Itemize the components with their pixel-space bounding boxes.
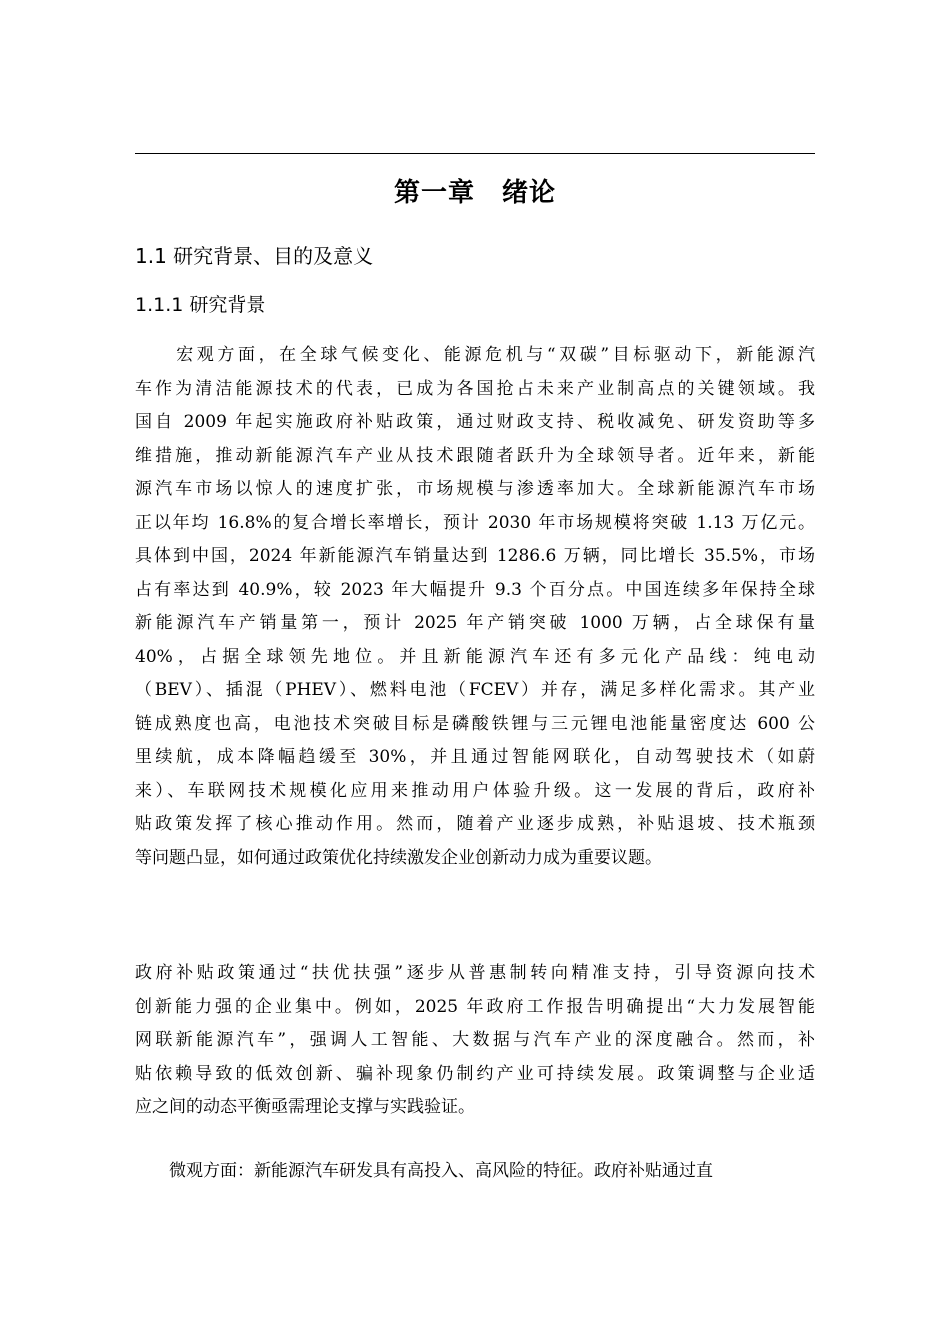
paragraph-line: 国自 2009 年起实施政府补贴政策，通过财政支持、税收减免、研发资助等多: [135, 412, 815, 432]
header-rule: [135, 153, 815, 154]
paragraph-line: 应之间的动态平衡亟需理论支撑与实践验证。: [135, 1097, 475, 1117]
paragraph-line: 车作为清洁能源技术的代表，已成为各国抢占未来产业制高点的关键领域。我: [135, 378, 815, 399]
paragraph-line: 正以年均 16.8%的复合增长率增长，预计 2030 年市场规模将突破 1.13 万亿元。: [135, 512, 815, 533]
paragraph-line: 维措施，推动新能源汽车产业从技术跟随者跃升为全球领导者。近年来，新能: [135, 445, 815, 466]
paragraph-line: 源汽车市场以惊人的速度扩张，市场规模与渗透率加大。全球新能源汽车市场: [135, 479, 815, 499]
paragraph-micro: [135, 1155, 815, 1189]
section-heading: 1.1 研究背景、目的及意义: [135, 244, 374, 268]
paragraph-line: 40%，占据全球领先地位。并且新能源汽车还有多元化产品线：纯电动: [135, 646, 815, 667]
paragraph-line: 里续航，成本降幅趋缓至 30%，并且通过智能网联化，自动驾驶技术（如蔚: [135, 747, 815, 767]
paragraph-line: 占有率达到 40.9%，较 2023 年大幅提升 9.3 个百分点。中国连续多年保持全球: [135, 579, 815, 600]
subsection-heading: 1.1.1 研究背景: [135, 294, 266, 316]
paragraph-line: 具体到中国，2024 年新能源汽车销量达到 1286.6 万辆，同比增长 35.5%，市场: [135, 546, 815, 566]
paragraph-line: 宏观方面，在全球气候变化、能源危机与“双碳”目标驱动下，新能源汽: [135, 345, 815, 365]
paragraph-line: 网联新能源汽车”，强调人工智能、大数据与汽车产业的深度融合。然而，补: [135, 1030, 815, 1050]
paragraph-policy: [135, 957, 815, 1125]
paragraph-line: 新能源汽车产销量第一，预计 2025 年产销突破 1000 万辆，占全球保有量: [135, 613, 815, 633]
paragraph-line: 等问题凸显，如何通过政策优化持续激发企业创新动力成为重要议题。: [135, 847, 662, 868]
chapter-title: 第一章 绪论: [393, 178, 556, 208]
paragraph-line: 来）、车联网技术规模化应用来推动用户体验升级。这一发展的背后，政府补: [135, 780, 815, 801]
paragraph-line: 微观方面：新能源汽车研发具有高投入、高风险的特征。政府补贴通过直: [135, 1161, 713, 1181]
paragraph-line: 链成熟度也高，电池技术突破目标是磷酸铁锂与三元锂电池能量密度达 600 公: [135, 713, 815, 734]
paragraph-line: 政府补贴政策通过“扶优扶强”逐步从普惠制转向精准支持，引导资源向技术: [135, 963, 815, 983]
paragraph-macro: [135, 339, 815, 875]
paragraph-line: 贴政策发挥了核心推动作用。然而，随着产业逐步成熟，补贴退坡、技术瓶颈: [135, 814, 815, 834]
paragraph-line: 创新能力强的企业集中。例如，2025 年政府工作报告明确提出“大力发展智能: [135, 996, 815, 1017]
paragraph-line: （BEV）、插混（PHEV）、燃料电池（FCEV）并存，满足多样化需求。其产业: [135, 680, 815, 700]
paragraph-line: 贴依赖导致的低效创新、骗补现象仍制约产业可持续发展。政策调整与企业适: [135, 1063, 815, 1084]
